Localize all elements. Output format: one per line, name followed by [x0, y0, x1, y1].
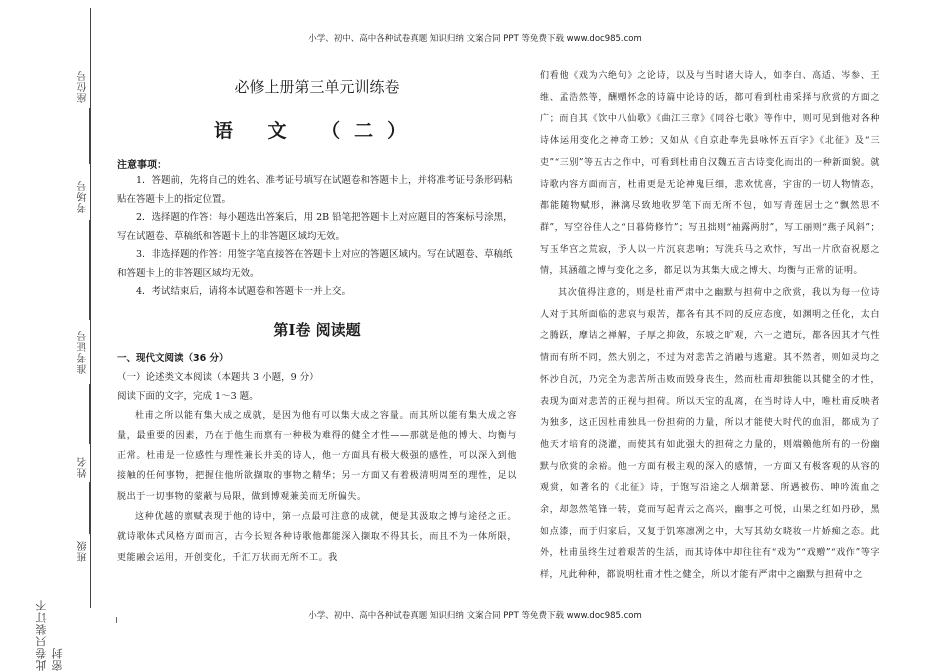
seal-note: 此卷只装订不密封 — [35, 599, 64, 671]
notes-heading: 注意事项： — [117, 160, 167, 171]
note-item: 2．选择题的作答：每小题选出答案后，用 2B 铅笔把答题卡上对应题目的答案标号涂黑，写在试题卷、草稿纸和答题卡上的非答题区域均无效。 — [117, 212, 513, 242]
sub-heading: （一）论述类文本阅读（本题共 3 小题，9 分） — [117, 371, 319, 383]
right-column — [540, 66, 880, 587]
ticket-number-label: 准考证号 — [78, 330, 89, 374]
name-label: 姓名 — [78, 456, 89, 478]
exam-subject: 语 文 （二） — [213, 120, 421, 142]
section-title: 第Ⅰ卷 阅读题 — [273, 320, 361, 339]
class-label: 班级 — [78, 540, 89, 562]
reading-instruction: 阅读下面的文字，完成 1～3 题。 — [117, 390, 259, 402]
name-line — [89, 482, 90, 534]
passage-paragraph: 其次值得注意的，则是杜甫严肃中之幽默与担荷中之欣赏，我以为每一位诗人对于其所面临的悲哀与艰苦，都各有其不同的反应态度，如渊明之任化，太白之腾跃，摩诘之禅解，子厚之抑敛，东坡之旷观，六一之遣玩，都各因其才气性情而有所不同，然大别之，不过为对悲苦之消融与逃避。其不然者，则如灵均之怀沙自沉，乃完全为悲苦所击败而毁身丧生，然而杜甫却独能以其健全的才性，表现为面对悲苦的正视与担荷。所以天宝的乱离，在当时诗人中，唯杜甫反映者为独多，这正因杜甫独具一份担荷的力量，所以才能使大时代的血泪，都成为了他天才培育的浇灌，而使其有如此强大的担荷之力量的，则端赖他所有的一份幽默与欣赏的余裕。他一方面有极主观的深入的感情，一方面又有极客观的从容的观赏，如著名的《北征》诗，于饱写沿途之人烟萧瑟、所遇被伤、呻吟流血之余，却忽然笔锋一转，竟而写起青云之高兴，幽事之可悦，山果之红如丹砂，黑如点漆，而于归家后，又复于饥寒凛冽之中，大写其幼女晓妆一片娇痴之态。此外，杜甫虽终生过着艰苦的生活，而其诗体中却往往有“戏为”“戏赠”“戏作”等字样，凡此种种，都说明杜甫才性之健全，所以才能有严肃中之幽默与担荷中之 — [540, 288, 880, 581]
passage-paragraph: 杜甫之所以能有集大成之成就，是因为他有可以集大成之容量。而其所以能有集大成之容量，最重要的因素，乃在于他生而禀有一种极为难得的健全才性——那就是他的博大、均衡与正常。杜甫是一位感性与理性兼长并美的诗人，他一方面具有极大极强的感性，可以深入到他接触的任何事物，把握住他所欲撷取的事物之精华；另一方面又有着极清明周至的理性，足以脱出于一切事物的蒙蔽与局限，做到博观兼美而无所偏失。 — [117, 410, 517, 502]
passage-paragraph: 们看他《戏为六绝句》之论诗，以及与当时诸大诗人，如李白、高适、岑参、王维、孟浩然等，酬赠怀念的诗篇中论诗的话，都可看到杜甫采择与欣赏的方面之广；而自其《饮中八仙歌》《曲江三章》《同谷七歌》等作中，则可见到他对各种诗体运用变化之神奇工妙；又如从《自京赴奉先县咏怀五百字》《北征》及“三吏”“三别”等五古之作中，可看到杜甫自汉魏五言古诗变化而出的一种新面貌。就诗歌内容方面而言，杜甫更是无论神鬼巨细，悲欢忧喜，宇宙的一切人物情态，都能随物赋形，淋漓尽致地收罗笔下而无所不包，如写青莲居士之“飘然思不群”，写空谷佳人之“日暮倚修竹”；写丑拙则“袖露两肘”，写工丽则“燕子风斜”；写玉华宫之荒寂，予人以一片沉哀悲响；写洗兵马之欢忭，写出一片欣奋祝愿之情，其涵蕴之博与变化之多，都足以为其集大成之博大、均衡与正常的证明。 — [540, 71, 880, 277]
exam-room-line — [89, 220, 90, 320]
exam-room-label: 考场号 — [78, 180, 89, 213]
note-item: 4．考试结束后，请将本试题卷和答题卡一并上交。 — [136, 286, 352, 297]
passage-paragraph: 这种优越的禀赋表现于他的诗中，第一点最可注意的成就，便是其汲取之博与途径之正。就诗歌体式风格方面而言，古今长短各种诗歌他都能深入撷取不得其长，而且不为一体所限，更能融会运用，开创变化，千汇万状而无所不工。我 — [117, 511, 517, 563]
seat-number-line — [89, 108, 90, 164]
seat-number-label: 座位号 — [78, 70, 89, 103]
exam-title: 必修上册第三单元训练卷 — [234, 78, 400, 96]
page-footer: 小学、初中、高中各种试卷真题 知识归纳 文案合同 PPT 等免费下载 www.doc985.com — [308, 611, 642, 621]
left-column — [117, 70, 517, 568]
part-heading: 一、现代文阅读（36 分） — [117, 352, 229, 364]
ticket-number-line — [89, 384, 90, 444]
note-item: 3．非选择题的作答：用签字笔直接答在答题卡上对应的答题区域内。写在试题卷、草稿纸和答题卡上的非答题区域均无效。 — [117, 249, 513, 279]
page-header: 小学、初中、高中各种试卷真题 知识归纳 文案合同 PPT 等免费下载 www.doc985.com — [308, 34, 642, 44]
note-item: 1．答题前，先将自己的姓名、准考证号填写在试题卷和答题卡上，并将准考证号条形码粘贴在答题卡上的指定位置。 — [117, 175, 513, 205]
